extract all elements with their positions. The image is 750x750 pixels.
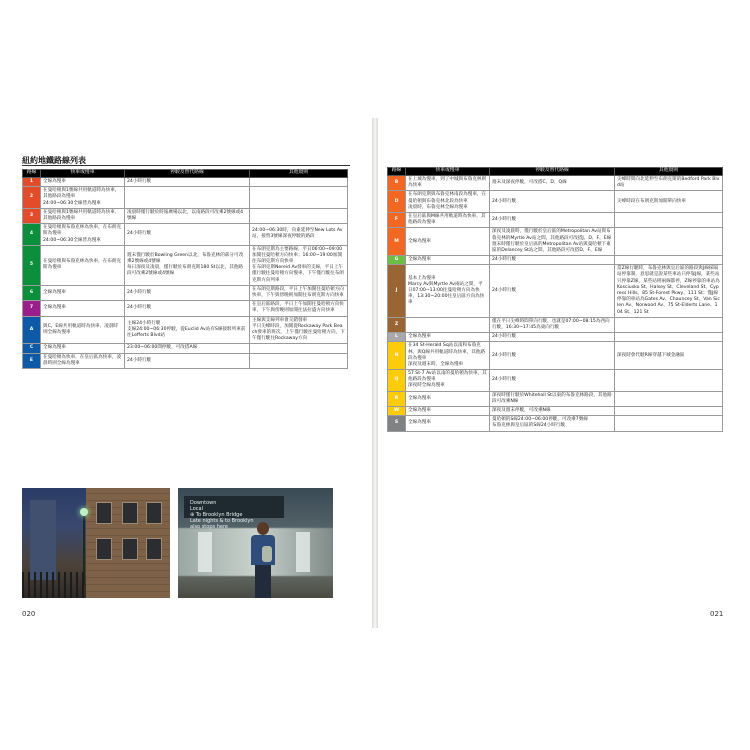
cell-express: 在布朗克斯與布魯克林南段為慢車，在曼哈頓與布魯克林北段為快車 凌晨時，布魯克林全線為慢車: [406, 191, 490, 213]
cell-other: [615, 407, 723, 416]
subway-globe-light: [80, 508, 88, 516]
stair-railing: [22, 572, 86, 598]
cell-other: [250, 208, 348, 223]
cell-suspension: 主線24小時行駛 支線24:00~06:30停駛，從Euclid Av站有S線接駁列車前往Lefferts Blvd站: [125, 316, 250, 344]
route-label: 6: [23, 285, 41, 300]
photo-street-night: [22, 488, 170, 598]
cell-other: [615, 256, 723, 265]
cell-suspension: 24小時行駛: [125, 285, 250, 300]
cell-other: 深夜時會代駛R線穿越下城金融區: [615, 342, 723, 370]
window: [146, 502, 162, 524]
cell-suspension: 深夜時僅行駛於Whitehall St以東的布魯克林路段，其他路段可改乘N線: [490, 391, 615, 406]
header-route: 路線: [23, 170, 41, 178]
cell-suspension: 24小時行駛: [490, 265, 615, 318]
route-label: 2: [23, 187, 41, 209]
cell-other: 尖峰時段在布朗克斯加開單向快車: [615, 191, 723, 213]
route-label: Z: [388, 317, 406, 332]
table-row: [23, 245, 348, 285]
cell-other: [250, 178, 348, 187]
cell-other: 尖峰時間向北延伸至布朗克斯的Bedford Park Blvd站: [615, 176, 723, 191]
cell-suspension: 僅在平日尖峰時間單向行駛，也就是07:00~08:15為西向行駛，16:30~17:45為東向行駛: [490, 317, 615, 332]
cell-suspension: 24小時行駛: [490, 370, 615, 392]
table-row: [388, 333, 723, 342]
header-express: 快車或慢車: [406, 168, 490, 176]
cell-suspension: 24小時行駛: [125, 178, 250, 187]
table-row: [388, 370, 723, 392]
route-label: J: [388, 265, 406, 318]
route-label: 1: [23, 178, 41, 187]
page-number: 021: [710, 610, 724, 618]
cell-suspension: 24小時行駛: [490, 191, 615, 213]
cell-express: 在曼哈頓為快車，在皇后區為快車，凌晨時則全線為慢車: [41, 353, 125, 368]
table-row: [23, 224, 348, 246]
photo-subway-platform: [178, 488, 333, 598]
route-label: F: [388, 212, 406, 227]
table-row: [388, 191, 723, 213]
legs: [255, 565, 271, 598]
cell-suspension: 24小時行駛: [125, 353, 250, 368]
cell-other: [250, 344, 348, 353]
cell-express: 在上城為慢車，到了中城與布魯克林則為快車: [406, 176, 490, 191]
cell-other: [250, 187, 348, 209]
table-row: [23, 187, 348, 209]
table-row: [23, 208, 348, 223]
cell-express: 全線為慢車: [41, 178, 125, 187]
route-label: 4: [23, 224, 41, 246]
left-page: [10, 118, 372, 628]
cell-express: 在曼哈頓與1號線共用軌道時為快車，其他路段為慢車: [41, 208, 125, 223]
cell-other: 在布朗克斯為主要路線，平日06:00~09:00加開往曼哈頓方向快車；16:00~19:00加開往布朗克斯方向快車 在布朗克斯Nereid Av發車的支線，平日上午僅行駛往曼哈頓方向慢車，下午僅行駛往布朗克斯方向列車: [250, 245, 348, 285]
cell-express: 基本上為慢車 Marcy Av與Myrtle Av兩站之間，平日07:00~13:00往曼哈頓方向為快車，13:30~20:00往皇后區方向為快車: [406, 265, 490, 318]
table-row: [388, 391, 723, 406]
route-table-left: [22, 169, 348, 369]
cell-suspension: 24小時行駛: [490, 342, 615, 370]
window: [122, 502, 138, 524]
cell-suspension: 週末及深夜停駛，可改搭C、D、Q線: [490, 176, 615, 191]
cell-other: [615, 333, 723, 342]
table-row: [388, 176, 723, 191]
table-row: [23, 285, 348, 300]
route-label: W: [388, 407, 406, 416]
train-door: [296, 532, 310, 572]
window: [96, 502, 112, 524]
route-label: 5: [23, 245, 41, 285]
cell-other: 在布朗克斯路段，平日上午加開往曼哈頓方向快車，下午與傍晚則加開往布朗克斯方向快車: [250, 285, 348, 300]
cell-express: 全線為慢車: [406, 333, 490, 342]
cell-express: 全線為慢車: [41, 344, 125, 353]
cell-express: 在曼哈頓與1號線共用軌道時為快車，其他路段為慢車 24:00~06:30全線皆為慢車: [41, 187, 125, 209]
page-title: 紐約地鐵路線列表: [22, 156, 86, 165]
header-suspension: 停駛及替代路線: [125, 170, 250, 178]
cell-express: 在曼哈頓與布魯克林為快車，在布朗克斯為慢車 24:00~06:30全線皆為慢車: [41, 224, 125, 246]
route-label: C: [23, 344, 41, 353]
route-label: 7: [23, 301, 41, 316]
table-row: [388, 265, 723, 318]
table-header-row: [388, 168, 723, 176]
header-other: 其他規則: [250, 170, 348, 178]
cell-other: 在皇后區路段，平日上午加開往曼哈頓方向快車，下午與傍晚則加開往法拉盛方向快車: [250, 301, 348, 316]
table-row: [23, 178, 348, 187]
cell-other: [615, 391, 723, 406]
header-express: 快車或慢車: [41, 170, 125, 178]
cell-other: [615, 416, 723, 431]
cell-express: 全線為慢車: [406, 391, 490, 406]
cell-suspension: 24小時行駛: [125, 224, 250, 246]
cell-express: 全線為慢車: [406, 416, 490, 431]
window: [96, 538, 112, 560]
route-label: D: [388, 191, 406, 213]
header-route: 路線: [388, 168, 406, 176]
cell-express: 全線為慢車: [41, 285, 125, 300]
cell-express: 全線為慢車: [406, 407, 490, 416]
cell-express: 全線為慢車: [406, 228, 490, 256]
header-other: 其他規則: [615, 168, 723, 176]
cell-express: 在曼哈頓與布魯克林為快車，在布朗克斯為慢車: [41, 245, 125, 285]
cell-express: 全線為慢車: [41, 301, 125, 316]
platform-sign: [184, 496, 284, 530]
cell-other: [615, 370, 723, 392]
cell-other: 24:00~06:30時，向東延伸至New Lots Av站，接替3號線深夜停駛的路段: [250, 224, 348, 246]
table-row: [388, 416, 723, 431]
table-row: [388, 342, 723, 370]
cell-express: [406, 317, 490, 332]
route-label: G: [388, 256, 406, 265]
cell-other: [615, 228, 723, 256]
backpack: [262, 546, 272, 562]
cell-suspension: 23:00~06:00間停駛，可改搭A線: [125, 344, 250, 353]
table-row: [23, 316, 348, 344]
right-page: [378, 118, 740, 628]
window: [122, 538, 138, 560]
cell-suspension: 週末僅行駛於Bowling Green以北，布魯克林的部分可改乘2號線或4號線 每日深夜及凌晨，僅行駛於布朗克斯180 St以北，其他路段可改乘2號線或4號線: [125, 245, 250, 285]
page-number: 020: [22, 610, 36, 618]
cell-other: [615, 317, 723, 332]
route-label: M: [388, 228, 406, 256]
table-header-row: [23, 170, 348, 178]
route-label: E: [23, 353, 41, 368]
route-label: A: [23, 316, 41, 344]
cell-express: 在34 St-Herald Sq站以南和布魯克林，與Q線共用軌道時為快車，其他路段為慢車 深夜及週末時，全線為慢車: [406, 342, 490, 370]
route-label: R: [388, 391, 406, 406]
train-door: [198, 532, 212, 572]
header-suspension: 停駛及替代路線: [490, 168, 615, 176]
cell-express: 全線為慢車: [406, 256, 490, 265]
cell-suspension: 深夜及週末停駛，可改乘N線: [490, 407, 615, 416]
cell-other: [250, 353, 348, 368]
cell-express: 在皇后區與M線共用軌道時為快車，其他路段為慢車: [406, 212, 490, 227]
route-label: S: [388, 416, 406, 431]
brick-building: [86, 488, 170, 598]
cell-suspension: 24小時行駛: [490, 333, 615, 342]
title-divider: [22, 165, 350, 166]
cell-express: 57 St-7 Av站以南的曼哈頓為快車，其他路段為慢車 深夜時全線為慢車: [406, 370, 490, 392]
cell-suspension: 凌晨時僅行駛於時報廣場以北，以南路段可改乘2號線或4號線: [125, 208, 250, 223]
table-row: [23, 344, 348, 353]
cell-other: [615, 212, 723, 227]
window: [146, 538, 162, 560]
head: [257, 522, 269, 535]
book-spread: [10, 118, 740, 628]
route-label: Q: [388, 370, 406, 392]
tower-shape: [30, 500, 56, 580]
platform-sign-text: Downtown Local ⊕ To Brooklyn Bridge Late nights & to Brooklyn also stops here: [190, 500, 254, 530]
cell-suspension: [125, 187, 250, 209]
route-label: B: [388, 176, 406, 191]
cell-other: 當Z線行駛時，布魯克林與皇后區的路段與J線採隔站停靠制，意思就是說某些車站只停靠J線，某些站只停靠Z線，某些站則兩線都停，Z線停靠的車站為Kosciusko St、Halsey St、Cleveland St、Cypress Hills、85 St-Forest Pkwy、111 St；僅J線停靠的車站為Gates Av、Chauncey St、Van Siclen Av、Norwood Av、75 St-Elderts Lane、104 St、121 St: [615, 265, 723, 318]
route-label: N: [388, 342, 406, 370]
cell-suspension: 曼哈頓的S線24:00~06:00停駛，可改乘7號線 布魯克林與皇后區的S線24小時行駛: [490, 416, 615, 431]
cell-other: 主線與支線列車會交錯發車 平日尖峰時段，加開從Rockaway Park Beach發車的班次，上午僅行駛往曼哈頓方向，下午僅行駛往Rockaway方向: [250, 316, 348, 344]
table-row: [388, 407, 723, 416]
route-label: L: [388, 333, 406, 342]
cell-express: 與C、E線共用軌道時為快車，凌晨時則全線為慢車: [41, 316, 125, 344]
cell-suspension: 深夜及凌晨時，僅行駛於皇后區的Metropolitan Av站與布魯克林的Myrtle Av站之間，其他路段可改搭J、D、F、E線 週末時僅行駛於皇后區的Metropolitan Av站與曼哈頓下東區的Delancey St站之間，其他路段可改搭D、F、E線: [490, 228, 615, 256]
table-row: [388, 256, 723, 265]
table-row: [388, 212, 723, 227]
table-row: [388, 317, 723, 332]
table-row: [23, 301, 348, 316]
cell-suspension: 24小時行駛: [490, 256, 615, 265]
traveler: [248, 522, 278, 598]
route-label: 3: [23, 208, 41, 223]
cell-suspension: 24小時行駛: [125, 301, 250, 316]
route-table-right: [387, 167, 723, 432]
table-row: [23, 353, 348, 368]
cell-suspension: 24小時行駛: [490, 212, 615, 227]
table-row: [388, 228, 723, 256]
